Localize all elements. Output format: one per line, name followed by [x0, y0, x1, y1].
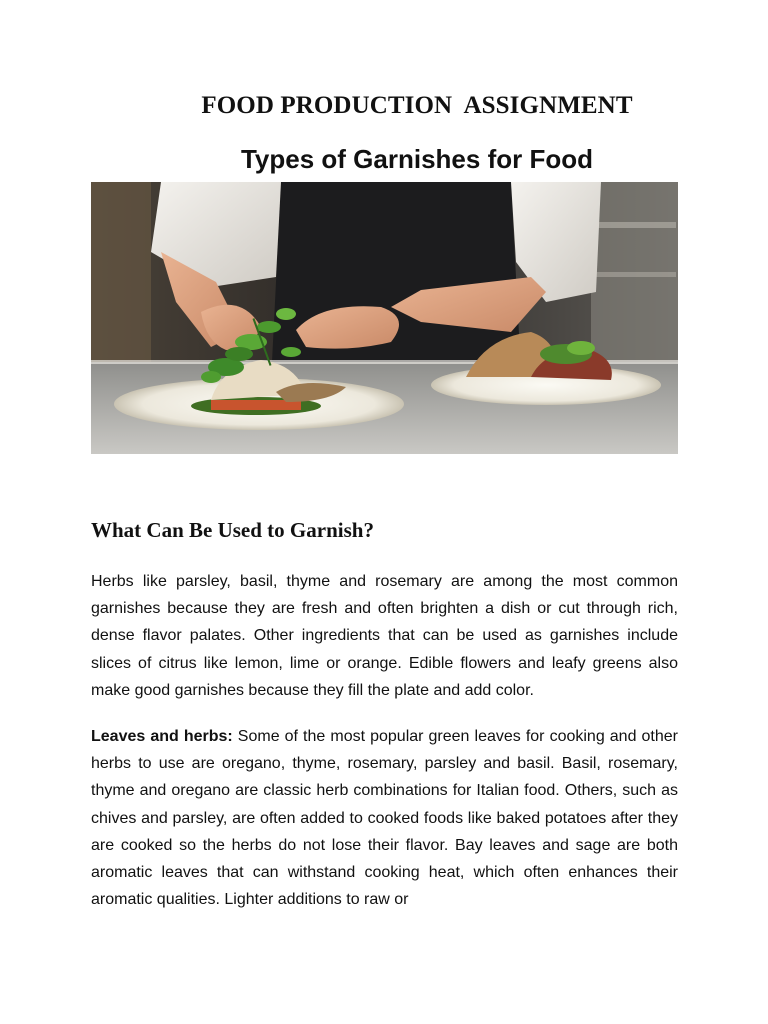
paragraph-lead: Leaves and herbs:: [91, 728, 233, 745]
paragraph-body: Some of the most popular green leaves for cooking and other herbs to use are oregano, thyme, rosemary, parsley and basil. Basil, rosemary, thyme and oregano are classic herb combinations for Italian food. Others, such as chives and parsley, are often added to cooked foods like baked potatoes after they are cooked so the herbs do not lose their flavor. Bay leaves and sage are both aromatic leaves that can withstand cooking heat, which often enhances their aromatic qualities. Lighter additions to raw or: [91, 728, 678, 909]
chef-plating-photo: [91, 182, 678, 454]
body-paragraph: Herbs like parsley, basil, thyme and rosemary are among the most common garnishes because they are fresh and often brighten a dish or cut through rich, dense flavor palates. Other ingredients that can be used as garnishes include slices of citrus like lemon, lime or orange. Edible flowers and leafy greens also make good garnishes because they fill the plate and add color.: [91, 573, 678, 699]
body-paragraph-leaves-herbs: [91, 723, 678, 913]
document-subtitle: Types of Garnishes for Food: [240, 144, 593, 174]
chef-plating-illustration: [91, 182, 678, 454]
section-heading: What Can Be Used to Garnish?: [91, 518, 374, 542]
document-title: FOOD PRODUCTION ASSIGNMENT: [201, 92, 633, 119]
